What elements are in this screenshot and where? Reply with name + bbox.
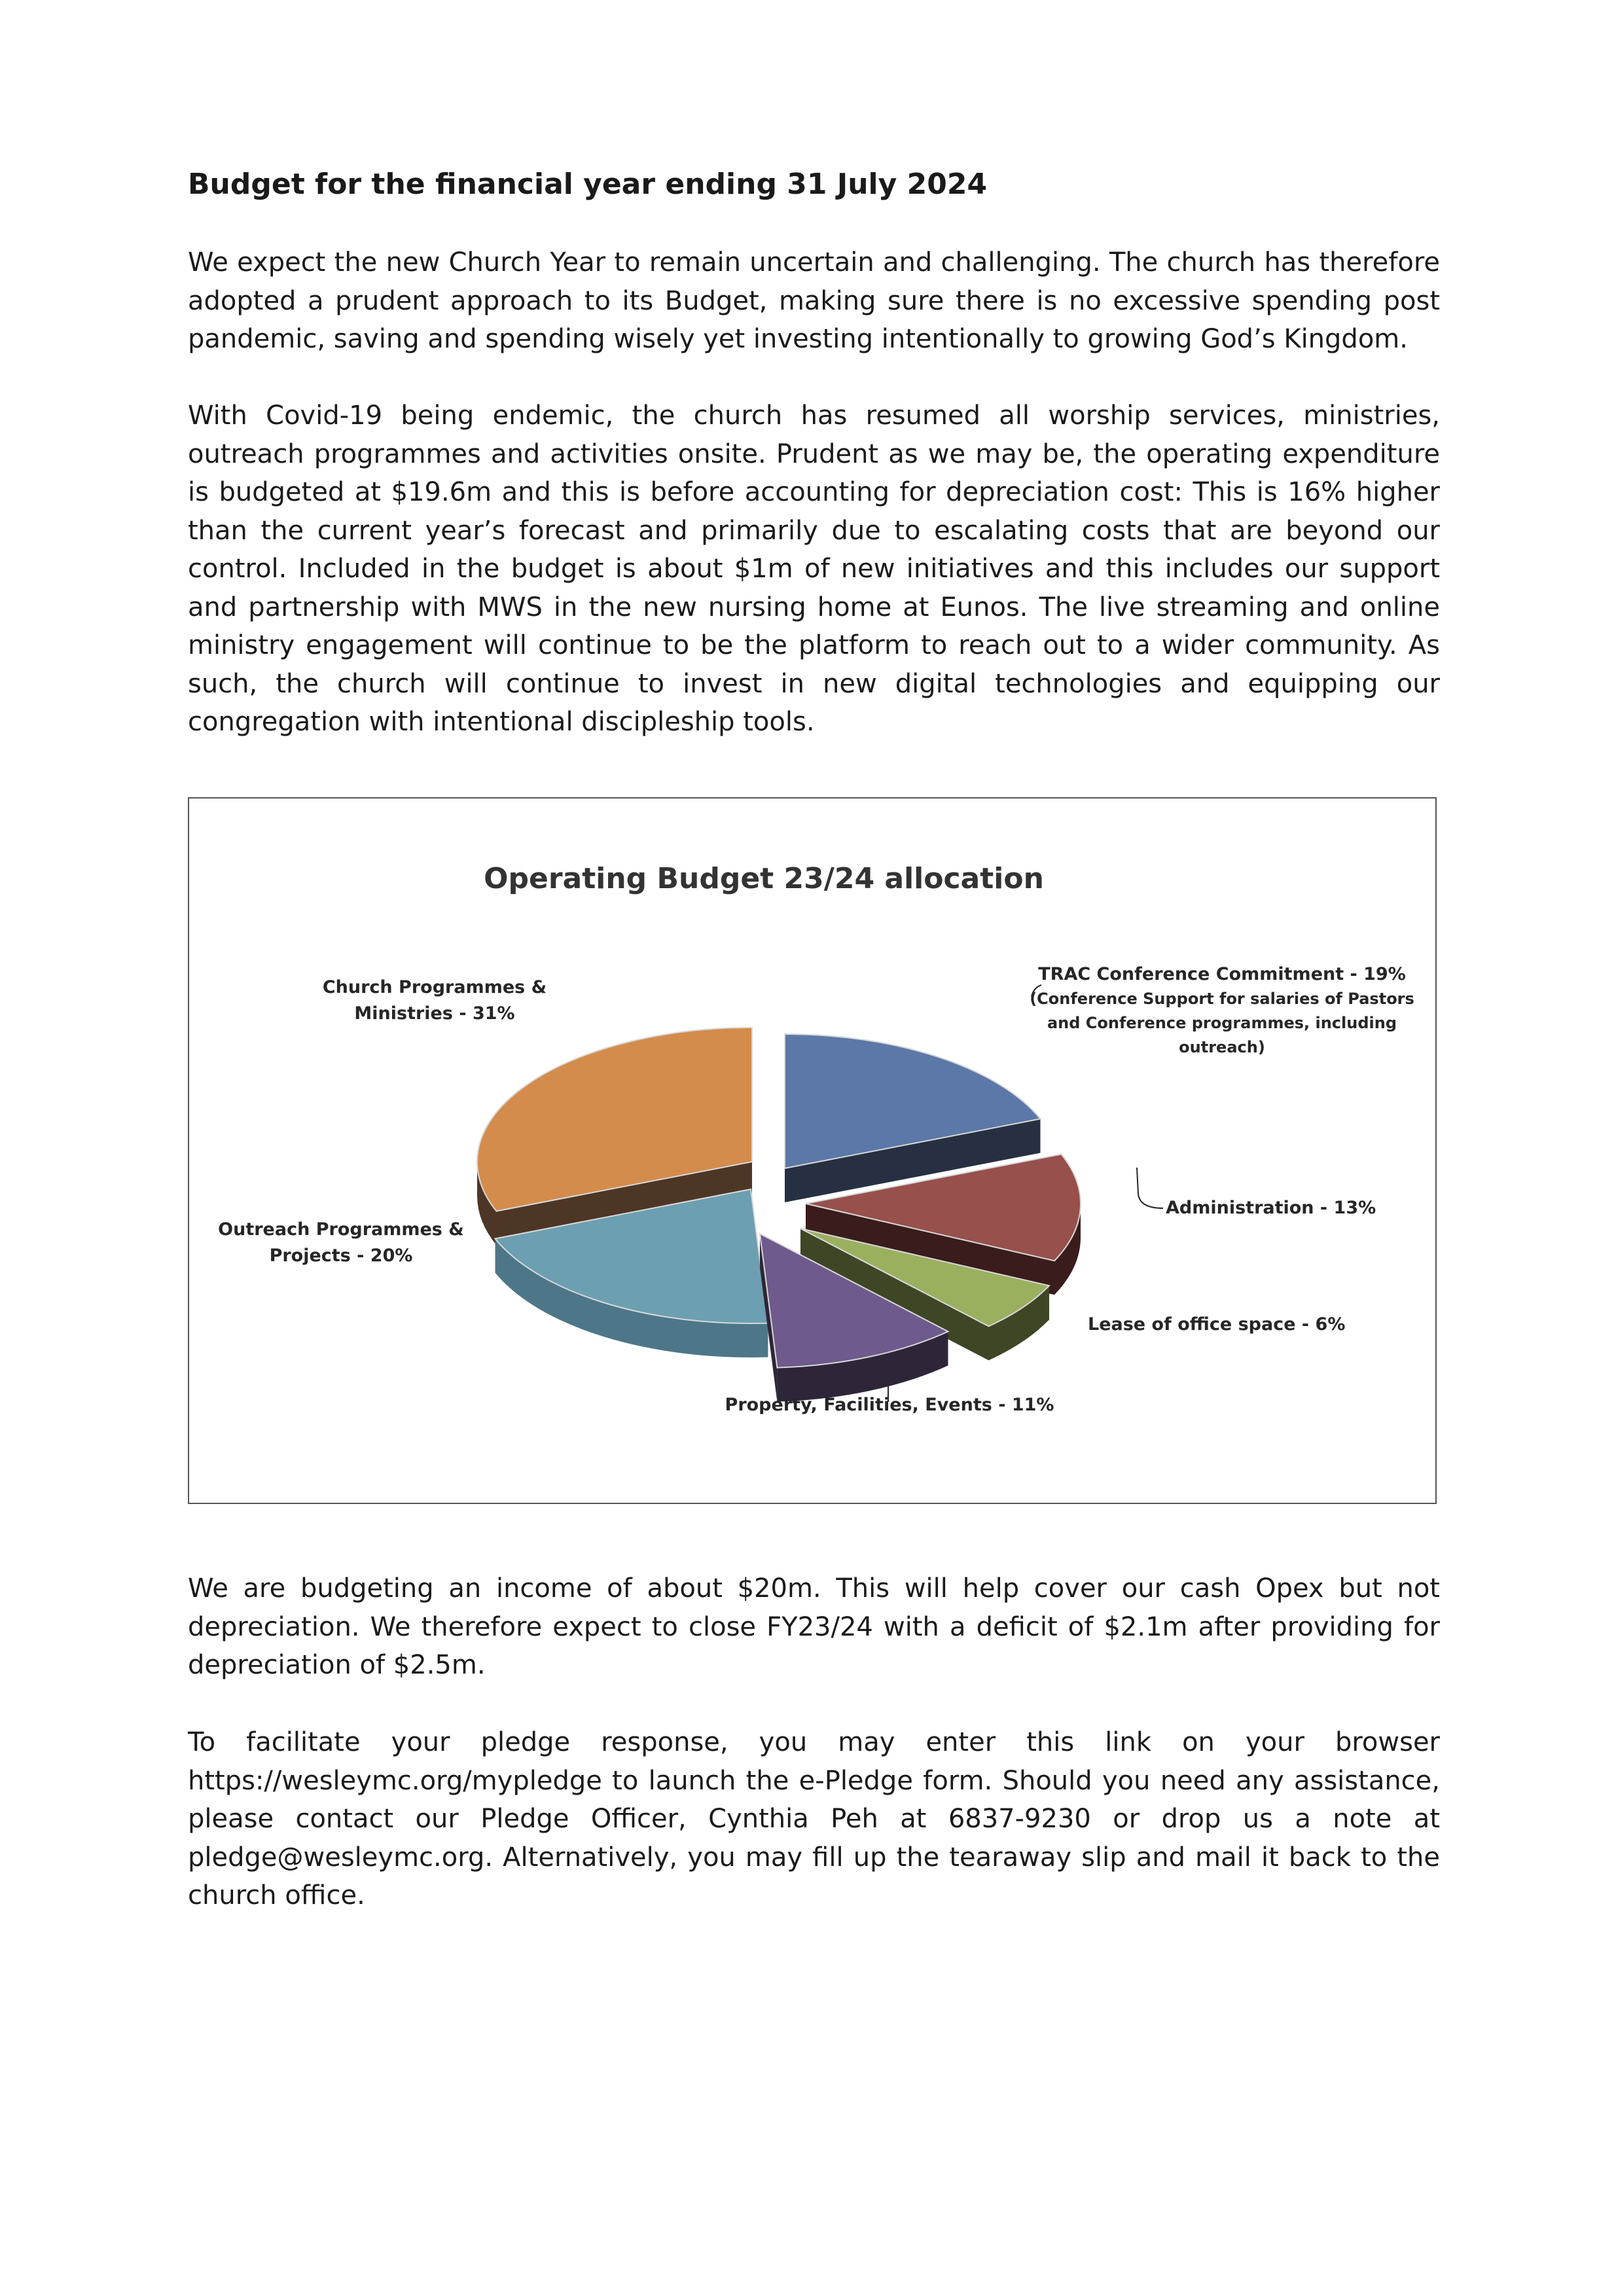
- slice-label-church: [323, 977, 547, 1024]
- expenditure-paragraph: With Covid-19 being endemic, the church has resumed all worship services, ministries, outreach programmes and activities onsite. Prudent as we may be, the operating expenditure is budgeted at $19.6m and this is before accounting for depreciation cost: This is 16% higher than the current year’s forecast and primarily due to escalating costs that are beyond our control. Included in the budget is about $1m of new initiatives and this includes our support and partnership with MWS in the new nursing home at Eunos. The live streaming and online ministry engagement will continue to be the platform to reach out to a wider community. As such, the church will continue to invest in new digital technologies and equipping our congregation with intentional discipleship tools.: [188, 401, 1440, 737]
- income-paragraph: We are budgeting an income of about $20m. This will help cover our cash Opex but not depreciation. We therefore expect to close FY23/24 with a deficit of $2.1m after providing for depreciation of $2.5m.: [188, 1573, 1440, 1680]
- leader-line-admin: [1137, 1168, 1163, 1208]
- pie-slices: [477, 1028, 1081, 1402]
- slice-label-property: [725, 1395, 1054, 1415]
- intro-paragraph: We expect the new Church Year to remain uncertain and challenging. The church has therefore adopted a prudent approach to its Budget, making sure there is no excessive spending post pandemic, saving and spending wisely yet investing intentionally to growing God’s Kingdom.: [188, 247, 1440, 354]
- pledge-paragraph: To facilitate your pledge response, you may enter this link on your browser https://wesleymc.org/mypledge to launch the e-Pledge form. Should you need any assistance, please contact our Pledge Officer, Cynthia Peh at 6837-9230 or drop us a note at pledge@wesleymc.org. Alternatively, you may fill up the tearaway slip and mail it back to the church office.: [188, 1727, 1440, 1910]
- slice-label-line: Property, Facilities, Events - 11%: [725, 1395, 1054, 1415]
- slice-label-outreach: [218, 1219, 464, 1266]
- page-heading: Budget for the financial year ending 31 July 2024: [188, 168, 988, 201]
- slice-label-line: TRAC Conference Commitment - 19%: [1038, 964, 1406, 984]
- operating-budget-chart: [188, 797, 1437, 1504]
- pie-chart-canvas: [189, 798, 1435, 1503]
- slice-label-line: and Conference programmes, including: [1047, 1014, 1397, 1032]
- slice-label-line: (Conference Support for salaries of Pastors: [1030, 990, 1414, 1008]
- slice-label-line: Ministries - 31%: [354, 1003, 515, 1024]
- slice-label-trac: [1030, 964, 1414, 1056]
- slice-label-line: Administration - 13%: [1166, 1198, 1376, 1218]
- slice-label-line: outreach): [1179, 1038, 1265, 1056]
- slice-label-admin: [1166, 1198, 1376, 1218]
- slice-label-lease: [1088, 1314, 1345, 1335]
- slice-label-line: Outreach Programmes &: [218, 1219, 464, 1240]
- slice-label-line: Projects - 20%: [269, 1246, 413, 1266]
- slice-label-line: Lease of office space - 6%: [1088, 1314, 1346, 1335]
- slice-label-line: Church Programmes &: [322, 977, 547, 997]
- chart-title: Operating Budget 23/24 allocation: [484, 862, 1044, 895]
